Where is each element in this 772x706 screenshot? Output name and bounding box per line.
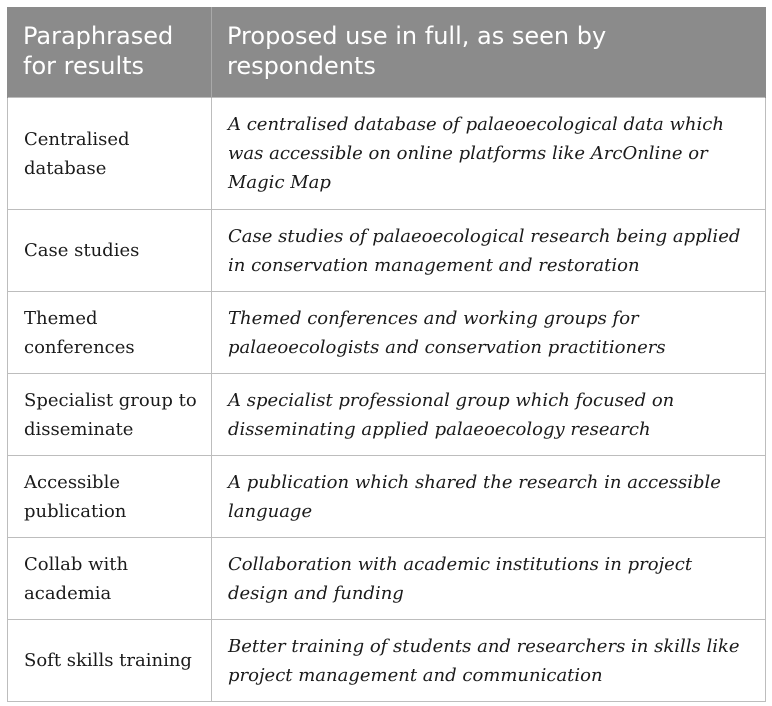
proposed-use-cell: Better training of students and researchers in skills like project management and communication [212, 620, 766, 702]
header-paraphrased: Paraphrased for results [8, 7, 212, 98]
proposed-use-cell: A centralised database of palaeoecological data which was accessible on online platforms like ArcOnline or Magic Map [212, 98, 766, 210]
table-row [8, 98, 766, 210]
table-row [8, 292, 766, 374]
proposed-use-cell: Collaboration with academic institutions in project design and funding [212, 538, 766, 620]
table-body [8, 98, 766, 702]
header-proposed-use: Proposed use in full, as seen by respondents [212, 7, 766, 98]
header-row [8, 7, 766, 98]
table-row [8, 620, 766, 702]
table-row [8, 374, 766, 456]
results-table [7, 7, 766, 702]
table-row [8, 210, 766, 292]
table-row [8, 456, 766, 538]
proposed-use-cell: Case studies of palaeoecological research being applied in conservation management and restoration [212, 210, 766, 292]
proposed-use-cell: A publication which shared the research in accessible language [212, 456, 766, 538]
paraphrased-cell: Case studies [8, 210, 212, 292]
proposed-use-cell: A specialist professional group which focused on disseminating applied palaeoecology research [212, 374, 766, 456]
table-row [8, 538, 766, 620]
paraphrased-cell: Collab with academia [8, 538, 212, 620]
table-header [8, 7, 766, 98]
proposed-use-cell: Themed conferences and working groups for palaeoecologists and conservation practitioners [212, 292, 766, 374]
paraphrased-cell: Soft skills training [8, 620, 212, 702]
paraphrased-cell: Themed conferences [8, 292, 212, 374]
paraphrased-cell: Specialist group to disseminate [8, 374, 212, 456]
paraphrased-cell: Centralised database [8, 98, 212, 210]
paraphrased-cell: Accessible publication [8, 456, 212, 538]
